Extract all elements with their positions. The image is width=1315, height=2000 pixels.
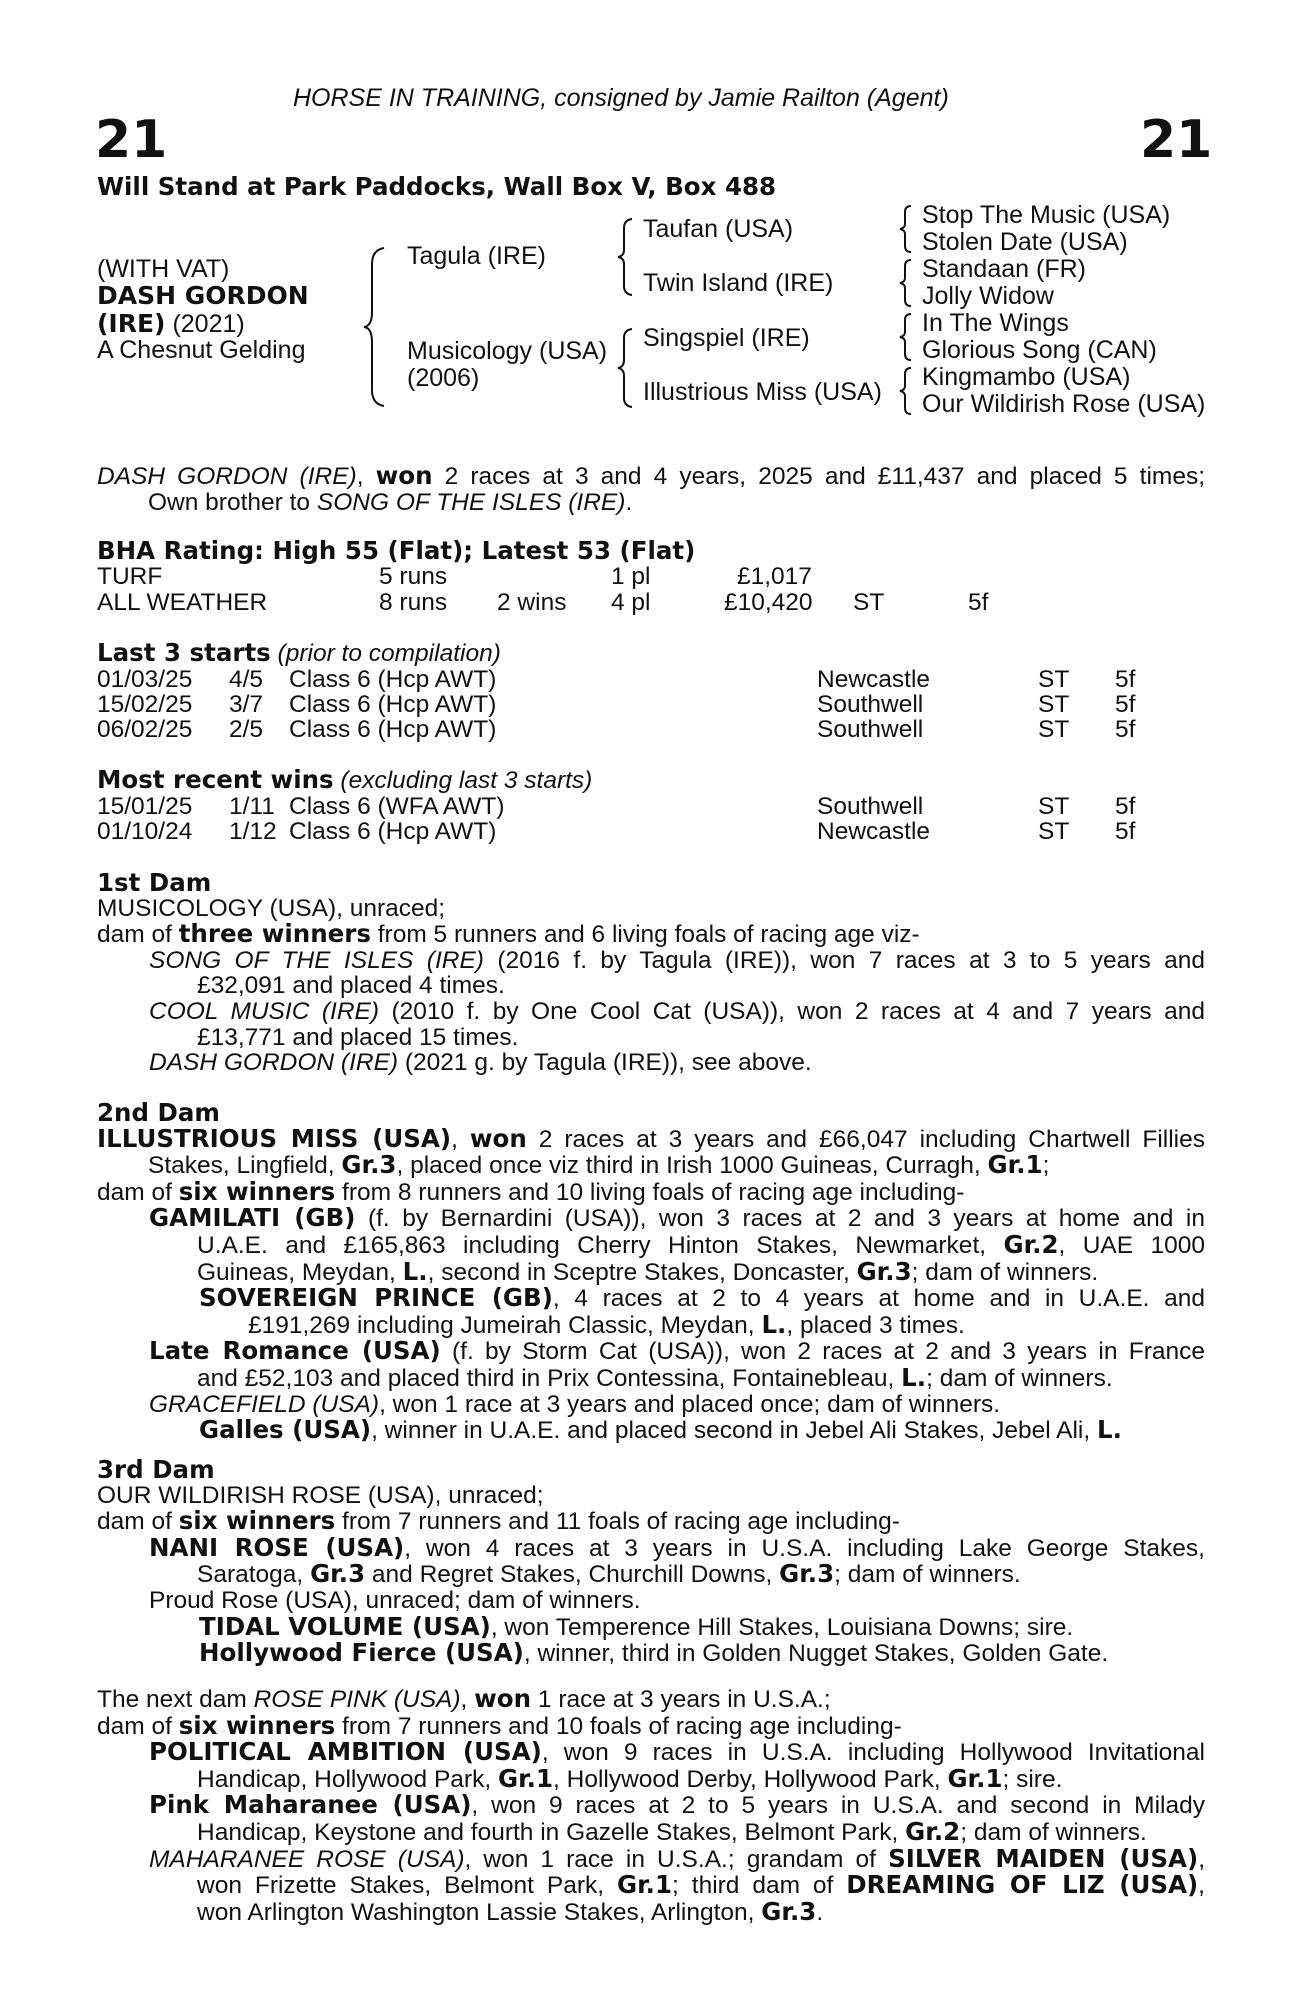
pedigree-brace-sire — [616, 216, 636, 298]
third-dam-heading: 3rd Dam — [97, 1455, 215, 1484]
recent-win-row: 15/01/25 1/11 Class 6 (WFA AWT) Southwell ST 5f — [97, 793, 1136, 820]
lot-number-left: 21 — [95, 110, 168, 170]
first-dam-heading: 1st Dam — [97, 868, 212, 897]
pedigree-dam-year: (2006) — [407, 364, 480, 392]
rating-row-all-weather: ALL WEATHER 8 runs 2 wins 4 pl £10,420 ST 5f — [97, 589, 989, 616]
pedigree-sire: Tagula (IRE) — [407, 242, 546, 270]
last-starts-heading: Last 3 starts (prior to compilation) — [97, 638, 501, 667]
pedigree-g3-2: Stolen Date (USA) — [922, 228, 1128, 256]
horse-country-year: (IRE) (2021) — [97, 309, 245, 338]
pedigree-g3-1: Stop The Music (USA) — [922, 201, 1171, 229]
last-start-row: 01/03/25 4/5 Class 6 (Hcp AWT) Newcastle ST 5f — [97, 666, 1136, 693]
pedigree-brace-g3-3 — [898, 311, 914, 363]
last-start-row: 06/02/25 2/5 Class 6 (Hcp AWT) Southwell ST 5f — [97, 716, 1136, 743]
second-dam-section: 2nd Dam ILLUSTRIOUS MISS (USA), won 2 races at 3 years and £66,047 including Chartwell Fillies Stakes, Lingfield, Gr.3, placed once viz third in Irish 1000 Guineas, Curragh, Gr.1; dam of six winners from 8 runners and 10 living foals of racing age including- GAMILATI (GB) (f. by Bernardini (USA)), won 3 races at 2 and 3 years at home and in U.A.E. and £165,863 including Cherry Hinton Stakes, Newmarket, Gr.2, UAE 1000 Guineas, Meydan, L., second in Sceptre Stakes, Doncaster, Gr.3; dam of winners. SOVEREIGN PRINCE (GB), 4 races at 2 to 4 years at home and in U.A.E. and £191,269 including Jumeirah Classic, Meydan, L., placed 3 times. Late Romance (USA) (f. by Storm Cat (USA)), won 2 races at 2 and 3 years in France and £52,103 and placed third in Prix Contessina, Fontainebleau, L.; dam of winners. GRACEFIELD (USA), won 1 race at 3 years and placed once; dam of winners. Galles (USA), winner in U.A.E. and placed second in Jebel Ali Stakes, Jebel Ali, L. — [97, 1098, 1205, 1445]
recent-win-row: 01/10/24 1/12 Class 6 (Hcp AWT) Newcastle ST 5f — [97, 818, 1136, 845]
pedigree-brace-g3-1 — [898, 203, 914, 255]
pedigree-brace-g3-2 — [898, 257, 914, 309]
rating-row-turf: TURF 5 runs 1 pl £1,017 — [97, 563, 812, 590]
pedigree-brace-main — [362, 244, 392, 410]
pedigree-sire-sire: Taufan (USA) — [643, 215, 794, 243]
pedigree-g3-3: Standaan (FR) — [922, 255, 1086, 283]
recent-wins-heading: Most recent wins (excluding last 3 starts) — [97, 765, 593, 794]
vat-status: (WITH VAT) — [97, 255, 230, 283]
lot-number-right: 21 — [1140, 110, 1213, 170]
horse-description: A Chesnut Gelding — [97, 336, 306, 364]
pedigree-brace-g3-4 — [898, 365, 914, 417]
second-dam-heading: 2nd Dam — [97, 1098, 220, 1127]
catalogue-header: HORSE IN TRAINING, consigned by Jamie Railton (Agent) — [293, 84, 949, 112]
third-dam-section: 3rd Dam OUR WILDIRISH ROSE (USA), unraced; dam of six winners from 7 runners and 11 foals of racing age including- NANI ROSE (USA), won 4 races at 3 years in U.S.A. including Lake George Stakes, Saratoga, Gr.3 and Regret Stakes, Churchill Downs, Gr.3; dam of winners. Proud Rose (USA), unraced; dam of winners. TIDAL VOLUME (USA), won Temperence Hill Stakes, Louisiana Downs; sire. Hollywood Fierce (USA), winner, third in Golden Nugget Stakes, Golden Gate. — [97, 1455, 1205, 1668]
pedigree-g3-6: Glorious Song (CAN) — [922, 336, 1157, 364]
pedigree-dam: Musicology (USA) — [407, 337, 608, 365]
next-dam-section: The next dam ROSE PINK (USA), won 1 race at 3 years in U.S.A.; dam of six winners from 7 runners and 10 foals of racing age including- POLITICAL AMBITION (USA), won 9 races in U.S.A. including Hollywood Invitational Handicap, Hollywood Park, Gr.1, Hollywood Derby, Hollywood Park, Gr.1; sire. Pink Maharanee (USA), won 9 races at 2 to 5 years in U.S.A. and second in Milady Handicap, Keystone and fourth in Gazelle Stakes, Belmont Park, Gr.2; dam of winners. MAHARANEE ROSE (USA), won 1 race in U.S.A.; grandam of SILVER MAIDEN (USA), won Frizette Stakes, Belmont Park, Gr.1; third dam of DREAMING OF LIZ (USA), won Arlington Washington Lassie Stakes, Arlington, Gr.3. — [97, 1684, 1205, 1926]
bha-rating-heading: BHA Rating: High 55 (Flat); Latest 53 (Flat) — [97, 536, 696, 565]
pedigree-brace-dam — [616, 326, 636, 410]
pedigree-dam-dam: Illustrious Miss (USA) — [643, 378, 882, 406]
pedigree-g3-4: Jolly Widow — [922, 282, 1054, 310]
pedigree-g3-7: Kingmambo (USA) — [922, 363, 1131, 391]
first-dam-section: 1st Dam MUSICOLOGY (USA), unraced; dam of three winners from 5 runners and 6 living foals of racing age viz- SONG OF THE ISLES (IRE) (2016 f. by Tagula (IRE)), won 7 races at 3 to 5 years and £32,091 and placed 4 times. COOL MUSIC (IRE) (2010 f. by One Cool Cat (USA)), won 2 races at 4 and 7 years and £13,771 and placed 15 times. DASH GORDON (IRE) (2021 g. by Tagula (IRE)), see above. — [97, 868, 1205, 1077]
pedigree-sire-dam: Twin Island (IRE) — [643, 269, 834, 297]
last-start-row: 15/02/25 3/7 Class 6 (Hcp AWT) Southwell ST 5f — [97, 691, 1136, 718]
pedigree-g3-8: Our Wildirish Rose (USA) — [922, 390, 1206, 418]
summary-paragraph: DASH GORDON (IRE), won 2 races at 3 and 4 years, 2025 and £11,437 and placed 5 times; Own brother to SONG OF THE ISLES (IRE). — [97, 461, 1206, 516]
stabling-info: Will Stand at Park Paddocks, Wall Box V, Box 488 — [97, 172, 777, 201]
pedigree-dam-sire: Singspiel (IRE) — [643, 324, 810, 352]
pedigree-g3-5: In The Wings — [922, 309, 1069, 337]
horse-name: DASH GORDON — [97, 281, 309, 310]
